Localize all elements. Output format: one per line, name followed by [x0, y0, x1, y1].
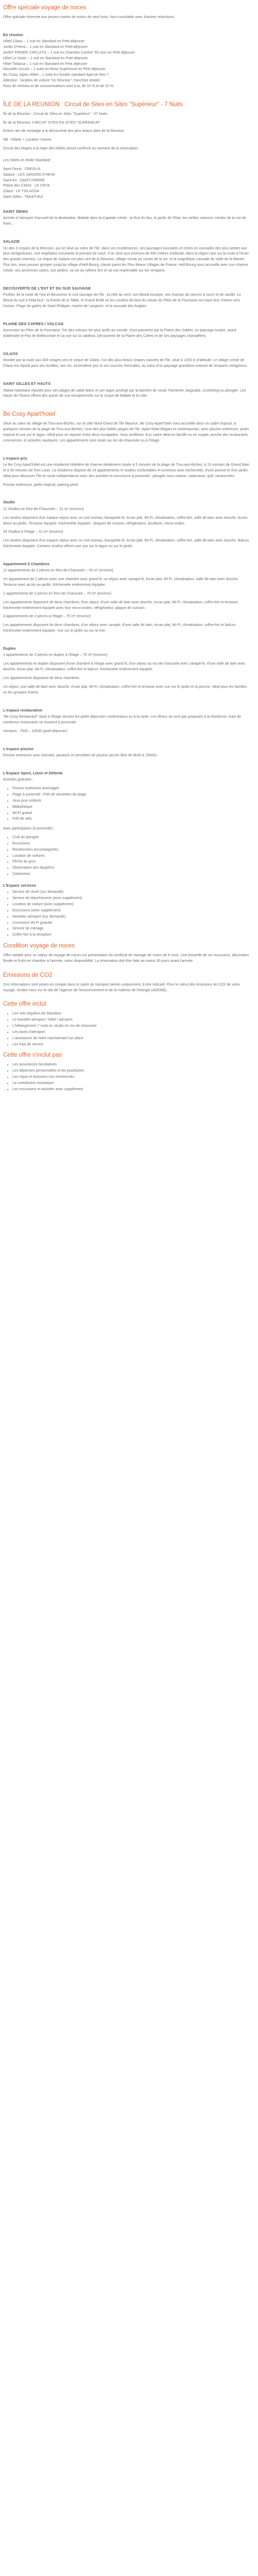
list-item: • Prêt de vélo — [12, 817, 251, 822]
duplex-block-heading: 2 appartements de 2 pièces en duplex à l'étage – 75 m² (environ) — [3, 653, 108, 657]
offer-intro: Offre spéciale réservée aux jeunes mariés de moins de neuf mois. Non cumulable avec d'autres réductions. — [3, 15, 175, 19]
itinerary-list — [3, 167, 251, 200]
stage-title: SAINT GILLES ET HAUTS — [3, 381, 51, 386]
list-item: • Randonnées accompagnées — [12, 848, 251, 853]
itinerary-item: Saint-Ex : SAINT PIERRE — [3, 178, 45, 182]
list-item: • Excursions (avec supplément) — [12, 908, 251, 914]
stage-text: Un des 3 cirques de la Réunion, qui se situe au cœur de l'île, dans ses exubérances, ses paysages luxuriants et riches en cascades des plus petites aux plus vertigineuses, une végétation luxuriante et prenant de court. Il se situe aux environs de 600 mètres d'altitude, dans la région rare sur la route à l'écart des grands chemins. Le cirque de Salazie est plus vert de la Réunion, village créole au centre de la vie, et la magnifique cascade du Voile de la Mariée. Plus loin, vous pouvez grimper jusqu'au village d'Hell-Bourg, classé parmi les Plus Beaux Villages de France. Hell-Bourg vous accueille avec son charme créole, ses anciennes cases, ses jardins, sa vie au rythme lent et sa vue imprenable sur les remparts. — [3, 246, 249, 273]
emissions-title: Émissions de CO2 — [3, 972, 53, 978]
stage-text: Profitez de la route de l'est et découvrez le sud sauvage de l'île : la côte au vent, son littoral escarpé, ses champs de cannes à sucre et de vanille. Le littoral du sud à l'état brut : la Pointe de la Table, le Grand Brûlé où les coulées de lave du volcan du Piton de la Fournaise ont tracé leur chemin vers l'océan. Plage de galets de Saint-Philippe, marine de Langevin, et la cascade des Anglais. — [3, 293, 241, 308]
list-item: • Location de voitures — [12, 854, 251, 859]
stage-text: Ascension au Piton de la Fournaise, l'un des volcans les plus actifs au monde. Vous passerez par la Plaine des Sables, un paysage lunaire, avant d'atteindre le Pas de Bellecombe et sa vue sur la caldeira. Découverte de la Plaine des Cafres et de ses paysages champêtres. — [3, 329, 236, 338]
reunion-hotel-line: Hôtel Cilaos – 1 nuit en Standard en Petit-déjeuner — [3, 40, 85, 44]
ile-line: Circuit des étapes à la main des hôtels seront confirmé au moment de la réservation. — [3, 147, 139, 151]
reunion-hotel-list — [3, 39, 251, 84]
stage-title: SALAZIE — [3, 239, 20, 244]
list-item: • Les vols réguliers Air Mauritius — [12, 1011, 251, 1017]
reunion-hotel-line: SAINT PIERRE CIRCUITS – 1 nuit en Chambre Confort "En tour en Petit déjeuner — [3, 50, 135, 55]
appart-block-heading: 12 appartements de 2 pièces en Rez-de-Chaussée – 55 m² (environ) — [3, 569, 114, 573]
appart-block-text: Les appartements disposent de deux chambres, d'un séjour avec canapé, d'une salle de bain, écran plat, Wi-Fi, climatisation, coffre-fort et balcon. Kitchenette entièrement équipée. Vue sur le jardin ou sur la mer. — [3, 623, 237, 633]
leisure-heading: L'Espace Sport, Loisir et Détente — [3, 770, 63, 775]
page — [0, 0, 258, 1109]
studio-block-text: Les studios disposent d'un espace séjour avec un coin bureau, banquette-lit, écran plat, Wi-Fi, climatisation, coffre-fort, salle de bain avec douche. Accès direct au jardin. Terrasse équipée. Kitchenette équipée : plaques de cuisson, réfrigérateur, bouilloire, micro-ondes. — [3, 516, 248, 526]
list-item: • Excursions — [12, 841, 251, 847]
stage-text: Station balnéaire réputée pour ses plages de sable blanc et son lagon protégé par la barrière de corail. Farniente, baignade, snorkeling ou plongée. Les Hauts de l'Ouest offrent des points de vue exceptionnels sur le cirque de Mafate et la côte. — [3, 388, 246, 398]
duplex-block-text: Les appartements en duplex disposent d'une chambre à l'étage avec grand lit, d'un séjour au rez-de-chaussée avec canapé-lit, d'une salle de bain avec douche, écran plat, Wi-Fi, climatisation, coffre-fort et balcon. Kitchenette entièrement équipée. — [3, 662, 246, 672]
studio-block-heading: 12 Studios en Rez-de-Chaussée – 31 m² (environ) — [3, 507, 84, 511]
location-title: L'espace prix — [3, 455, 27, 461]
list-item: • Navettes aéroport (sur demande) — [12, 914, 251, 920]
list-item: • Le transfert aéroport / hôtel / aéroport — [12, 1018, 251, 1023]
stage-text: Arrivée à l'aéroport d'accueil de la destination. Balade dans la Capitale créole : la Rue du lieu, le jardin de l'Etat, les vieilles maisons créoles de la rue de Paris... — [3, 216, 246, 226]
list-item: • Service de blanchisserie (avec supplément) — [12, 896, 251, 902]
list-item: • Coffre-fort à la réception — [12, 933, 251, 938]
services-heading: L'Espace services — [3, 883, 36, 888]
services-list — [3, 890, 251, 938]
not-included-title: Cette offre n'inclut pas — [3, 1052, 62, 1059]
ile-line: Entrez rien de nostalgie à la découverte des plus beaux sites de la Réunion. — [3, 129, 125, 133]
duplex-heading: Duplex — [3, 646, 16, 651]
leisure-paid-label: Avec participation (à proximité) : — [3, 827, 55, 831]
list-item: • Plage à proximité : Prêt de serviettes de plage — [12, 792, 251, 798]
list-item: • Les dépenses personnelles et les pourboires — [12, 1069, 251, 1074]
included-list — [3, 1011, 251, 1047]
piscine-heading: L'espace piscine — [3, 746, 34, 751]
appart-block-text: Un appartement de 2 pièces avec une chambre avec grand lit, un séjour avec canapé-lit, écran plat, Wi-Fi, climatisation, salle de bain avec douche. Terrasse avec accès au jardin. Kitchenette entièrement équipée. — [3, 578, 239, 587]
offer-title: Offre spéciale voyage de noces — [3, 5, 86, 11]
leisure-free-label: Activités gratuites : — [3, 778, 34, 782]
itinerary-item: Cilaos : LE TSILAOSA — [3, 190, 39, 194]
equipment-intro: Piscine extérieure, jardin tropical, parking privé. — [3, 483, 79, 487]
itinerary-item: Plaine des Cafres : LE CRYA — [3, 184, 50, 188]
list-item: • Service de ménage — [12, 926, 251, 932]
duplex-block-text: Un séjour, une salle de bain avec douche, écran plat, Wi-Fi, climatisation, coffre-fort et terrasse avec vue sur le jardin et la piscine. Idéal pour les familles ou les groupes d'amis. — [3, 685, 247, 694]
list-item: • Observation des dauphins — [12, 866, 251, 871]
list-item: • Club de plongée — [12, 835, 251, 841]
list-item: • L'assistance de notre représentant sur place — [12, 1036, 251, 1042]
list-item: • Jeux pour enfants — [12, 799, 251, 804]
list-item: • Piscine extérieure aménagée — [12, 786, 251, 792]
itinerary-item: Saint Denis : CREOLIA — [3, 167, 41, 171]
appart-block-heading: 2 appartements de 2 pièces en Rez-de-Chaussée – 70 m² (environ) — [3, 591, 111, 596]
stage-title: SAINT DENIS — [3, 209, 28, 214]
studio-block-heading: 24 Studios à l'étage – 31 m² (environ) — [3, 530, 63, 534]
list-item: • Les repas et boissons non mentionnés — [12, 1075, 251, 1080]
list-item: • Les taxes d'aéroport — [12, 1030, 251, 1036]
list-item: • Location de voiture (avec supplément) — [12, 902, 251, 908]
hotel-title: Be Cosy Apart'hotel — [3, 411, 55, 418]
list-item: • Les frais de service — [12, 1042, 251, 1048]
location-text: Le Be Cosy Apart'hôtel est une résidence hôtelière de charme idéalement située à 5 minutes de la plage de Trou-aux-Biches, à 15 minutes de Grand Baie et à 30 minutes de Port Louis. La résidence dispose de 24 appartements et studios confortables et lumineux avec kitchenette, d'une piscine et d'un jardin. Idéal pour découvrir l'île en toute indépendance avec des activités et excursions à proximité : plongée sous-marine, catamaran, golf, randonnées. — [3, 463, 249, 478]
list-item: • La contribution touristique — [12, 1081, 251, 1087]
stage-title: PLAINE DES CAFRES / VOLCAN — [3, 321, 63, 326]
list-item: • Les excursions et activités avec supplément — [12, 1087, 251, 1093]
ile-line: Île de la Réunion : Circuit de Sites en Sites "Supérieur" - 07 Nuits — [3, 112, 107, 116]
list-item: • Service de réveil (sur demande) — [12, 890, 251, 895]
list-item: • Pêche au gros — [12, 859, 251, 865]
reunion-hotel-line: Attention : location de voiture "en Réunion", franchise limitée — [3, 79, 100, 83]
leisure-paid-list — [3, 835, 251, 877]
reunion-hotel-line: Bo Crazy Jupes Hôtel – 1 suite en Double standard Apercie Ros ? — [3, 73, 109, 77]
list-item: • Catamaran — [12, 872, 251, 877]
stage-text: Montée par la route aux 400 virages vers le cirque de Cilaos, l'un des plus beaux cirques naturels de l'île, situé à 1200 m d'altitude. Le village créole de Cilaos est réputé pour ses lentilles, son vin, sa broderie jour et ses sources thermales, au cœur d'un paysage grandiose entouré de remparts vertigineux. — [3, 359, 248, 368]
leisure-free-list — [3, 786, 251, 822]
reunion-tail: Pass de remises et de consommations sont à la, de 10 % et de 15 %. — [3, 84, 115, 88]
appart-block-heading: 4 appartements de 2 pièces à l'étage – 75 m² (environ) — [3, 615, 91, 619]
reunion-heading: En réunion — [3, 32, 23, 37]
studio-block-text: Les studios disposent d'un espace séjour avec un coin bureau, banquette-lit, écran plat, Wi-Fi, climatisation, coffre-fort, salle de bain avec douche. Balcon. Kitchenette équipée. Certains studios offrent une vue sur le lagon ou sur le jardin. — [3, 539, 250, 549]
restaurant-hours: Horaires : 7h00 – 10h30 (petit-déjeuner) — [3, 729, 68, 733]
ile-line: NB : Hôtels + Location Voiture — [3, 138, 52, 142]
list-item: • Les assurances facultatives — [12, 1062, 251, 1068]
hotel-description: Situé au cœur du village de Trou-aux-Biches, sur la côte Nord-Ouest de l'île Maurice, Be Cosy Apart'hotel vous accueille dans un cadre tropical, à quelques minutes de la plage de Trou-aux-Biches, l'une des plus belles plages de l'île. Apart-hôtel élégant et contemporain, avec piscine extérieure, jardin tropical et vue sur le lagon. Idéal pour se reposer entre deux escapades. Vous profiterez d'un cadre idéal en famille ou en couple, proche des restaurants, commerces, et activités nautiques. Les appartements sont situés au rez-de-chaussée ou à l'étage. — [3, 422, 249, 443]
included-title: Cette offre inclut — [3, 1001, 46, 1008]
conditions-text: Offre valable pour un séjour de voyage de noces sur présentation du certificat de mariage de moins de 6 mois. Une bouteille de vin mousseux, décoration florale et fruits en chambre à l'arrivée, selon disponibilité. La réservation doit être faite au moins 30 jours avant l'arrivée. — [3, 954, 249, 963]
itinerary-label: Les hôtels en étoile Standard : — [3, 159, 52, 162]
list-item: • Wi-Fi gratuit — [12, 811, 251, 817]
restaurant-text: "Be Cosy Restaurant" situé à l'étage servant les petits déjeuners continentaux ou à la carte. Les dîners ne sont pas proposés à la résidence, mais de nombreux restaurants se trouvent à proximité. — [3, 715, 241, 724]
list-item: • Bibliothèque — [12, 805, 251, 810]
itinerary-item: Saint Gilles : TAKATUKA — [3, 195, 43, 199]
conditions-title: Condition voyage de noces — [3, 943, 75, 950]
studios-heading: Studio — [3, 500, 15, 505]
appart-block-text: Les appartements disposent de deux chambres, d'un séjour, d'une salle de bain avec douche, écran plat, Wi-Fi, climatisation, coffre-fort et terrasse. Kitchenette entièrement équipée avec four micro-ondes, réfrigérateur, plaque de cuisson. — [3, 600, 239, 610]
list-item: • L'hébergement 7 nuits en studio en rez-de-chaussée — [12, 1024, 251, 1029]
emissions-text: Ces informations sont prises en compte dans le cadre du transport aérien uniquement, à titre indicatif. Pour le calcul des émissions de CO2 de votre voyage, rendez-vous sur le site de l'agence de l'environnement et de la maîtrise de l'énergie (ADEME). — [3, 982, 240, 992]
stage-title: DECOUVERTE DE L'EST ET DU SUD SAUVAGE — [3, 285, 91, 291]
ile-line: Île de la Réunion: CIRCUIT SITES EN SITES "SUPÉRIEUR" — [3, 121, 101, 125]
appart-heading: Appartement 2 Chambres — [3, 561, 50, 566]
reunion-hotel-line: Jardin D'Heva – 1 nuit en Standard en Petit-déjeuner — [3, 45, 88, 49]
not-included-list — [3, 1062, 251, 1092]
reunion-circuit-title: ÎLE DE LA REUNION : Circuit de Sites en Sites "Supérieur" - 7 Nuits — [3, 101, 183, 108]
itinerary-item: Salazie : LES JARDINS D'HEVA — [3, 173, 55, 177]
reunion-hotel-line: Hôtel Le Dodo – 1 nuit en Standard en Petit déjeuner — [3, 56, 88, 60]
stage-title: CILAOS — [3, 351, 18, 356]
reunion-hotel-line: Hôtel Tsilaosa – 1 nuit en Standard en Petit déjeuner — [3, 62, 88, 66]
restaurant-heading: L'espace restauration — [3, 707, 43, 713]
list-item: • Connexion Wi-Fi gratuite — [12, 921, 251, 926]
duplex-block-heading: Les appartements disposent de deux chambres — [3, 676, 79, 680]
piscine-text: Piscine extérieure avec transats, parasols et serviettes de piscine (accès libre de 8h00 à 19h00). — [3, 753, 158, 757]
reunion-hotel-line: Nouvelle circuits – 1 suite en Rose Supérieure en Petit déjeuner — [3, 67, 106, 72]
